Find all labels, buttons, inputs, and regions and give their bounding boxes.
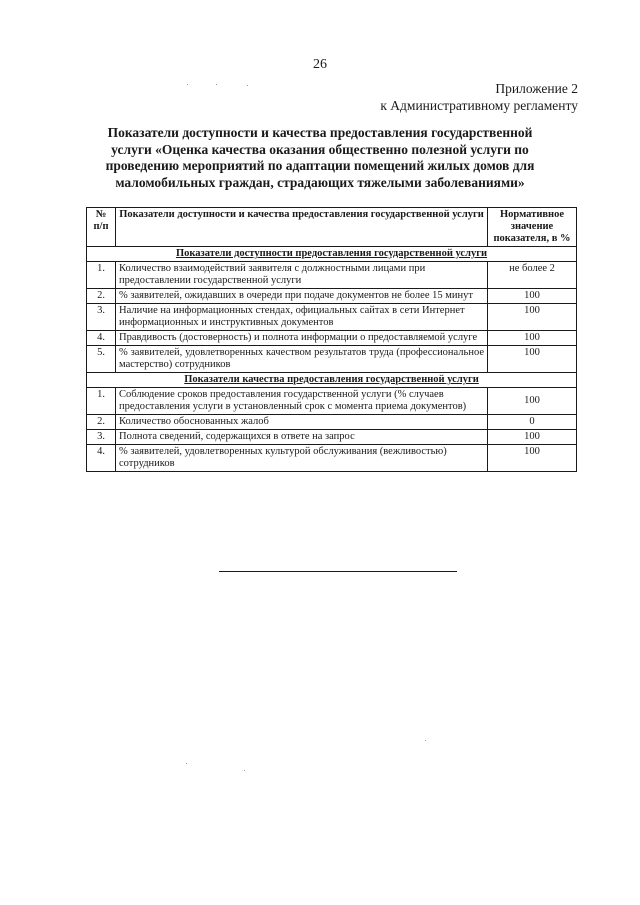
row-value: 100 [488, 430, 577, 445]
row-value: 100 [488, 346, 577, 373]
header-value: Нормативное значение показателя, в % [488, 208, 577, 247]
row-value: 100 [488, 331, 577, 346]
row-value: 100 [488, 304, 577, 331]
row-number: 3. [87, 304, 116, 331]
indicators-table [86, 207, 577, 472]
row-number: 4. [87, 445, 116, 472]
row-value: 100 [488, 388, 577, 415]
row-number: 1. [87, 262, 116, 289]
table-row [87, 289, 577, 304]
row-number: 4. [87, 331, 116, 346]
section-row [87, 373, 577, 388]
scan-speck [425, 740, 426, 741]
row-indicator: Полнота сведений, содержащихся в ответе на запрос [116, 430, 488, 445]
table-row [87, 430, 577, 445]
table-row [87, 346, 577, 373]
header-indicator: Показатели доступности и качества предоставления государственной услуги [116, 208, 488, 247]
row-indicator: Количество взаимодействий заявителя с должностными лицами при предоставлении государственной услуги [116, 262, 488, 289]
row-indicator: Правдивость (достоверность) и полнота информации о предоставляемой услуге [116, 331, 488, 346]
row-number: 2. [87, 415, 116, 430]
table-row [87, 445, 577, 472]
row-number: 3. [87, 430, 116, 445]
section-row [87, 247, 577, 262]
appendix-note [278, 80, 578, 114]
table-row [87, 331, 577, 346]
row-indicator: % заявителей, удовлетворенных качеством результатов труда (профессиональное мастерство) сотрудников [116, 346, 488, 373]
scan-speck [247, 85, 248, 86]
section-title-availability: Показатели доступности предоставления государственной услуги [87, 247, 577, 262]
page-number: 26 [313, 57, 327, 72]
row-indicator: Количество обоснованных жалоб [116, 415, 488, 430]
table-row [87, 388, 577, 415]
row-number: 5. [87, 346, 116, 373]
table-row [87, 304, 577, 331]
row-indicator: % заявителей, ожидавших в очереди при подаче документов не более 15 минут [116, 289, 488, 304]
scan-speck [244, 770, 245, 771]
appendix-line-1: Приложение 2 [495, 81, 578, 96]
table-row [87, 262, 577, 289]
row-value: 100 [488, 445, 577, 472]
scan-speck [186, 763, 187, 764]
row-indicator: % заявителей, удовлетворенных культурой обслуживания (вежливостью) сотрудников [116, 445, 488, 472]
scan-speck [187, 84, 188, 85]
closing-rule [219, 571, 457, 572]
header-number: № п/п [87, 208, 116, 247]
document-title: Показатели доступности и качества предоставления государственной услуги «Оценка качества оказания общественно полезной услуги по проведению мероприятий по адаптации помещений жилых домов для маломобильных граждан, страдающих тяжелыми заболеваниями» [105, 125, 535, 190]
appendix-line-2: к Административному регламенту [380, 98, 578, 113]
row-value: 0 [488, 415, 577, 430]
row-number: 1. [87, 388, 116, 415]
row-value: не более 2 [488, 262, 577, 289]
scan-speck [216, 84, 217, 85]
section-title-quality: Показатели качества предоставления государственной услуги [87, 373, 577, 388]
row-value: 100 [488, 289, 577, 304]
row-indicator: Наличие на информационных стендах, официальных сайтах в сети Интернет информационных и инструктивных документов [116, 304, 488, 331]
table-header-row [87, 208, 577, 247]
row-number: 2. [87, 289, 116, 304]
table-row [87, 415, 577, 430]
row-indicator: Соблюдение сроков предоставления государственной услуги (% случаев предоставления услуги в установленный срок с момента приема документов) [116, 388, 488, 415]
